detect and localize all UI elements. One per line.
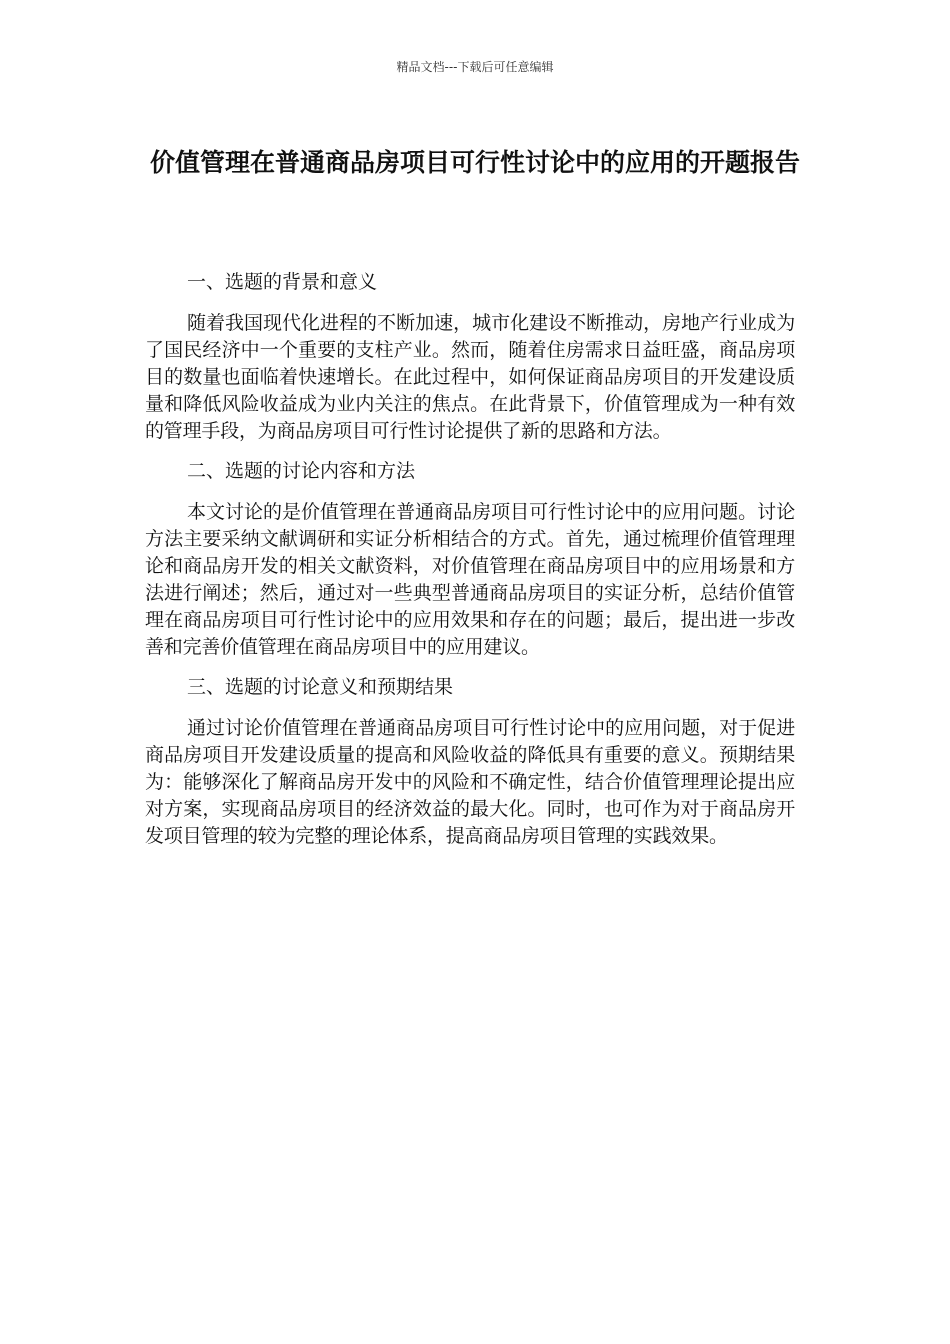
section-paragraph-background: 随着我国现代化进程的不断加速，城市化建设不断推动，房地产行业成为了国民经济中一个重要的支柱产业。然而，随着住房需求日益旺盛，商品房项目的数量也面临着快速增长。在此过程中，如何保证商品房项目的开发建设质量和降低风险收益成为业内关注的焦点。在此背景下，价值管理成为一种有效的管理手段，为商品房项目可行性讨论提供了新的思路和方法。 <box>145 312 795 442</box>
section-heading-significance: 三、选题的讨论意义和预期结果 <box>187 676 454 698</box>
header-note: 精品文档---下载后可任意编辑 <box>396 60 554 74</box>
document-title: 价值管理在普通商品房项目可行性讨论中的应用的开题报告 <box>149 148 800 177</box>
section-heading-content-method: 二、选题的讨论内容和方法 <box>187 460 416 482</box>
document-body <box>145 268 795 850</box>
section-heading-background: 一、选题的背景和意义 <box>187 271 378 293</box>
section-paragraph-content-method: 本文讨论的是价值管理在普通商品房项目可行性讨论中的应用问题。讨论方法主要采纳文献调研和实证分析相结合的方式。首先，通过梳理价值管理理论和商品房开发的相关文献资料，对价值管理在商品房项目中的应用场景和方法进行阐述；然后，通过对一些典型普通商品房项目的实证分析，总结价值管理在商品房项目可行性讨论中的应用效果和存在的问题；最后，提出进一步改善和完善价值管理在商品房项目中的应用建议。 <box>145 501 795 658</box>
section-paragraph-significance: 通过讨论价值管理在普通商品房项目可行性讨论中的应用问题，对于促进商品房项目开发建设质量的提高和风险收益的降低具有重要的意义。预期结果为：能够深化了解商品房开发中的风险和不确定性，结合价值管理理论提出应对方案，实现商品房项目的经济效益的最大化。同时，也可作为对于商品房开发项目管理的较为完整的理论体系，提高商品房项目管理的实践效果。 <box>145 717 795 847</box>
